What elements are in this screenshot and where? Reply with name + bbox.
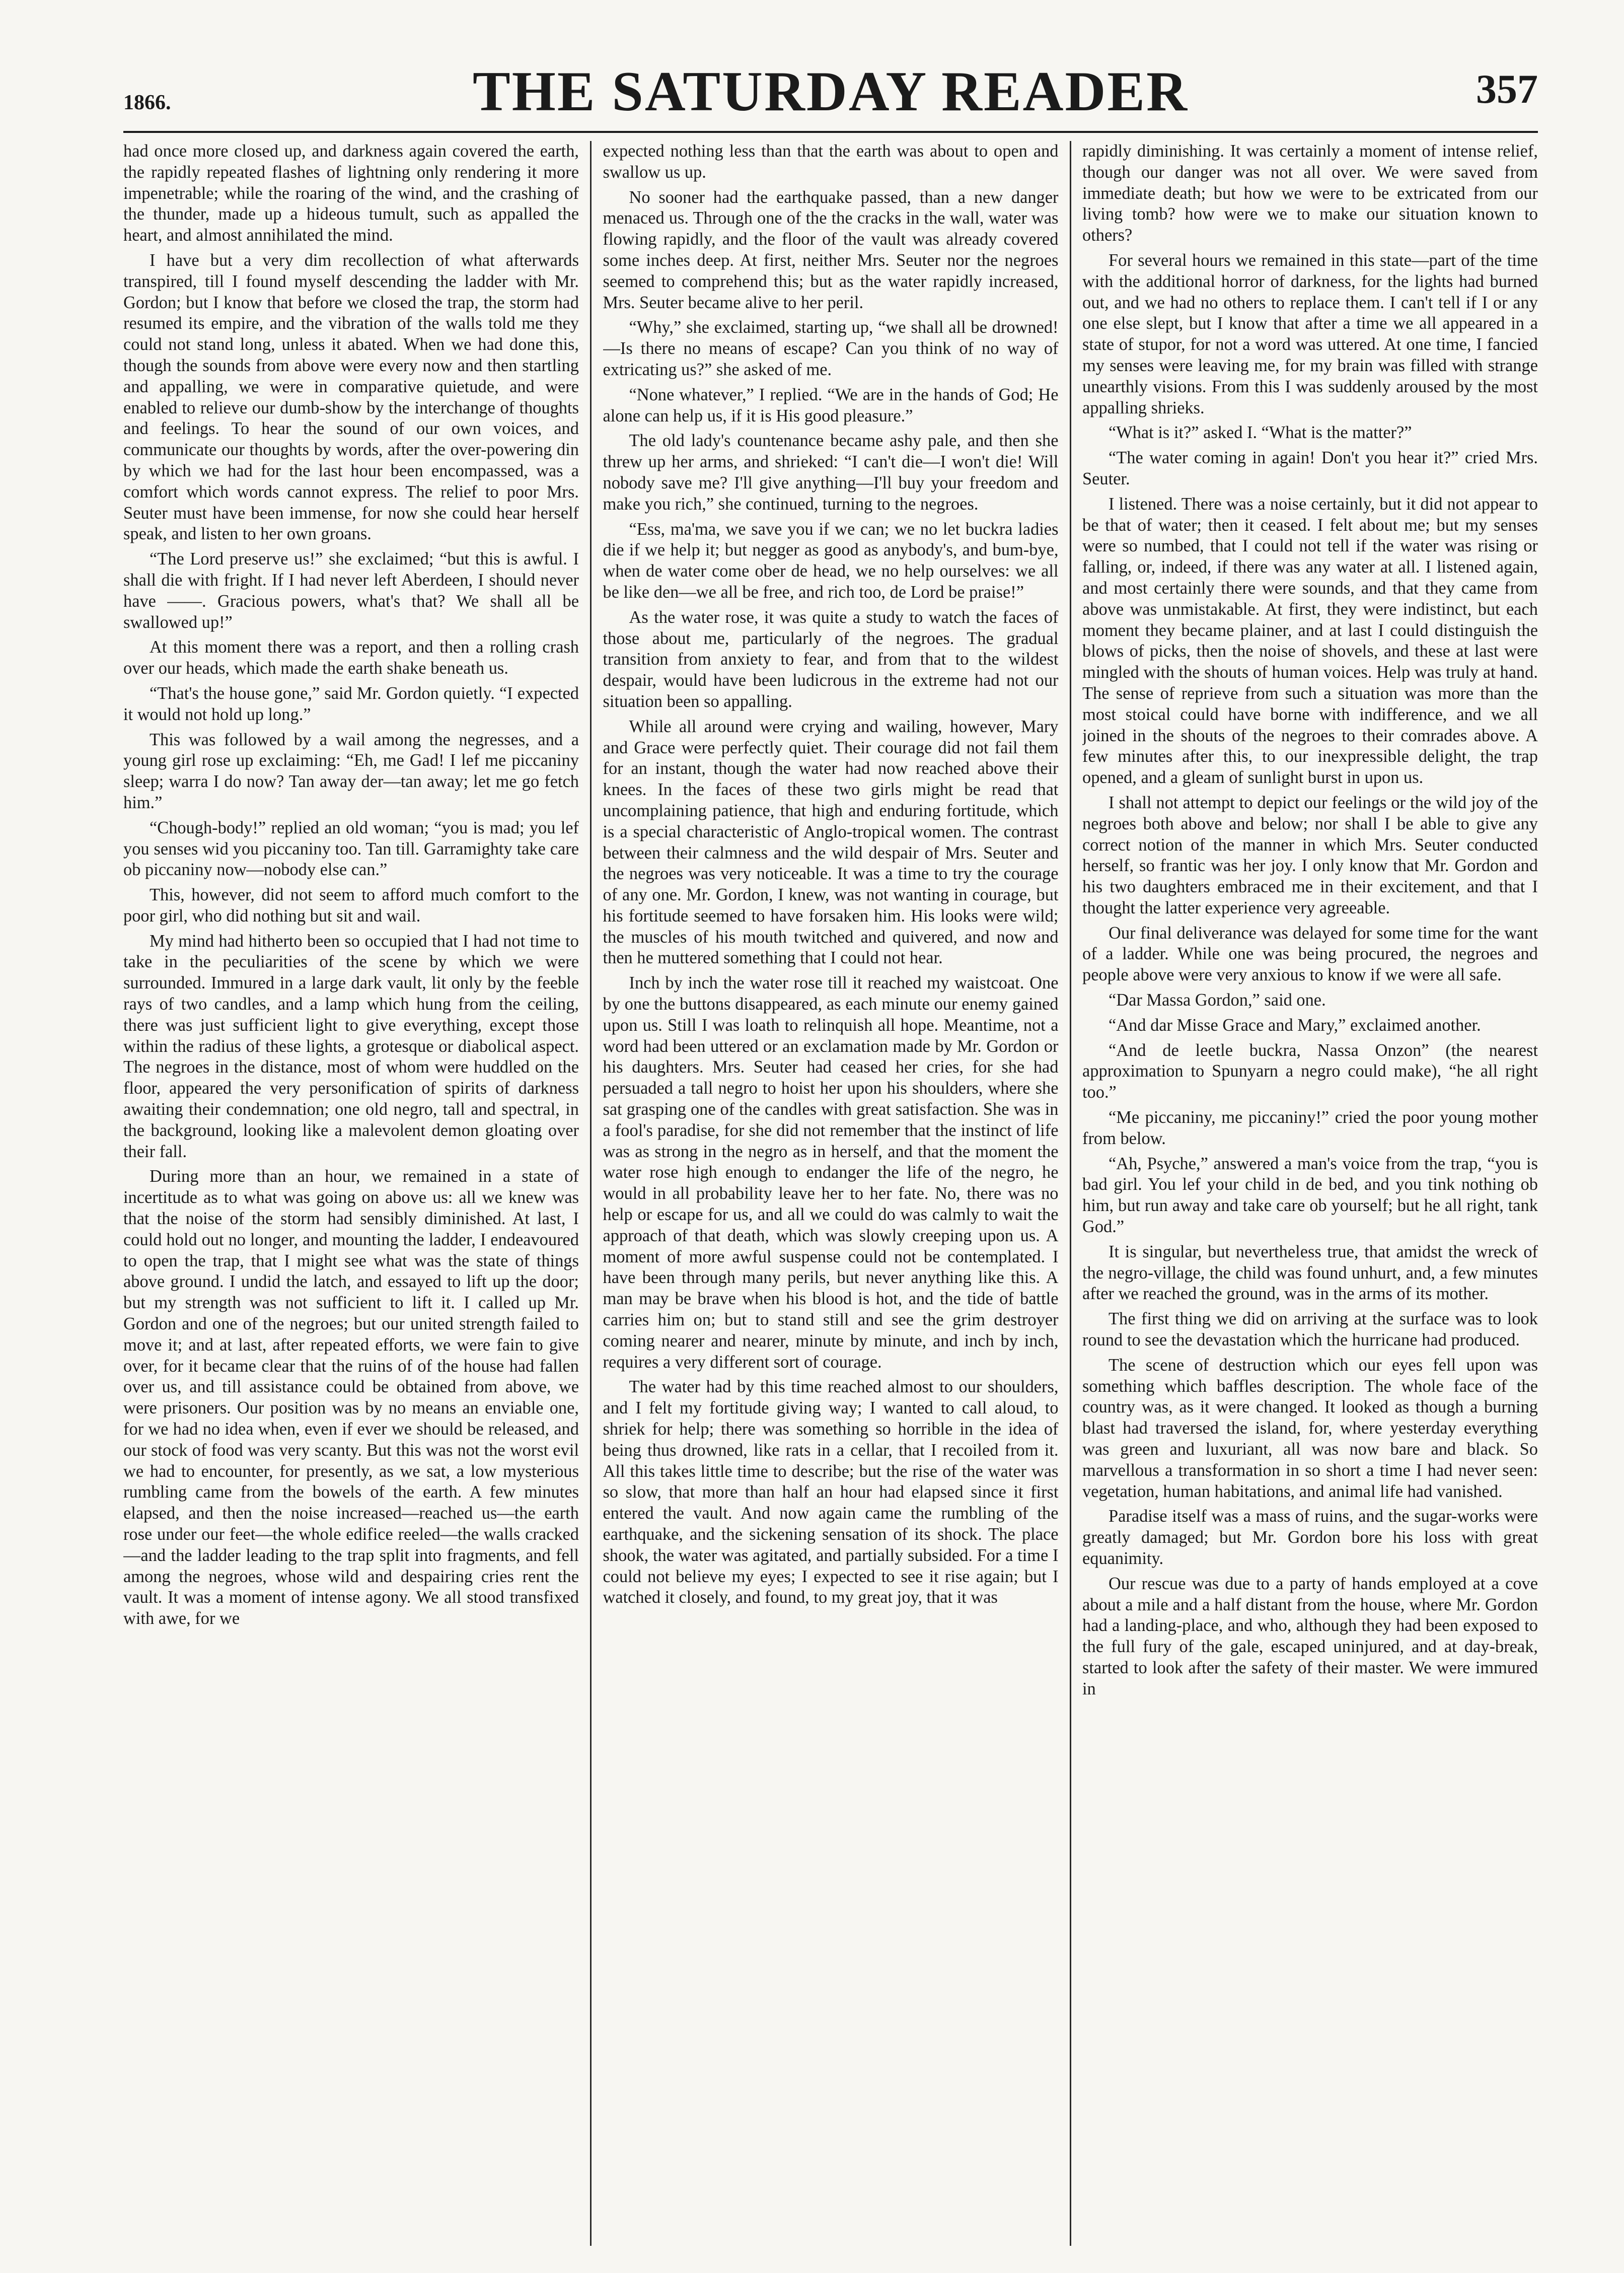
paragraph: “Dar Massa Gordon,” said one. bbox=[1109, 990, 1326, 1010]
text-columns bbox=[123, 141, 1538, 2246]
paragraph: No sooner had the earthquake passed, than a new danger menaced us. Through one of the the cracks in the wall, water was flowing rapidly, and the floor of the vault was already covered some inches deep. At first, neither Mrs. Seuter nor the negroes seemed to comprehend this; but as the water rapidly increased, Mrs. Seuter became alive to her peril. bbox=[603, 187, 1059, 312]
column-3 bbox=[1082, 141, 1538, 2246]
paragraph: “The water coming in again! Don't you hear it?” cried Mrs. Seuter. bbox=[1082, 448, 1538, 488]
paragraph: My mind had hitherto been so occupied that I had not time to take in the peculiarities of the scene by which we were surrounded. Immured in a large dark vault, lit only by the feeble rays of two candles, and a lamp which hung from the ceiling, there was just sufficient light to give everything, except those within the radius of these lights, a grotesque or diabolical aspect. The negroes in the distance, most of whom were huddled on the floor, appeared the very personification of spirits of darkness awaiting their condemnation; one old negro, tall and spectral, in the background, looking like a malevolent demon gloating over their fall. bbox=[123, 931, 579, 1161]
paragraph: “Chough-body!” replied an old woman; “you is mad; you lef you senses wid you piccaniny too. Tan till. Garramighty take care ob piccaniny now—nobody else can.” bbox=[123, 818, 579, 880]
paragraph: Paradise itself was a mass of ruins, and the sugar-works were greatly damaged; but Mr. Gordon bore his loss with great equanimity. bbox=[1082, 1507, 1538, 1568]
paragraph: For several hours we remained in this state—part of the time with the additional horror of darkness, for the lights had burned out, and we had no others to replace them. I can't tell if I or any one else slept, but I know that after a time we all appeared in a state of stupor, for not a word was uttered. At one time, I fancied my senses were leaving me, for my brain was filled with strange unearthly visions. From this I was suddenly aroused by the most appalling shrieks. bbox=[1082, 250, 1538, 417]
paragraph: expected nothing less than that the earth was about to open and swallow us up. bbox=[603, 141, 1059, 182]
column-rule bbox=[1070, 141, 1071, 2246]
paragraph: As the water rose, it was quite a study to watch the faces of those about me, particularly of the negroes. The gradual transition from anxiety to fear, and from that to the wildest despair, would have been ludicrous in the extreme had not our situation been so appalling. bbox=[603, 607, 1059, 711]
paragraph: The scene of destruction which our eyes fell upon was something which baffles description. The whole face of the country was, as it were changed. It looked as though a burning blast had traversed the island, for, where yesterday everything was green and luxuriant, all was now bare and black. So marvellous a transformation in so short a time I had never seen: vegetation, human habitations, and animal life had vanished. bbox=[1082, 1355, 1538, 1501]
column-2 bbox=[603, 141, 1059, 2246]
paragraph: The old lady's countenance became ashy pale, and then she threw up her arms, and shrieked: “I can't die—I won't die! Will nobody save me? I'll give anything—I'll buy your freedom and make you rich,” she continued, turning to the negroes. bbox=[603, 431, 1059, 514]
paragraph: Our final deliverance was delayed for some time for the want of a ladder. While one was being procured, the negroes and people above were very anxious to know if we were all safe. bbox=[1082, 923, 1538, 985]
paragraph: The water had by this time reached almost to our shoulders, and I felt my fortitude giving way; I wanted to call aloud, to shriek for help; there was something so horrible in the idea of being thus drowned, like rats in a cellar, that I recoiled from it. All this takes little time to describe; but the rise of the water was so slow, that more than half an hour had elapsed since it first entered the vault. And now again came the rumbling of the earthquake, and the sickening sensation of its shock. The place shook, the water was agitated, and partially subsided. For a time I could not believe my eyes; I expected to see it rise again; but I watched it closely, and found, to my great joy, that it was bbox=[603, 1377, 1059, 1607]
paragraph: “What is it?” asked I. “What is the matter?” bbox=[1109, 423, 1412, 443]
paragraph: This was followed by a wail among the negresses, and a young girl rose up exclaiming: “Eh, me Gad! I lef me piccaniny sleep; warra I do now? Tan away der—tan away; let me go fetch him.” bbox=[123, 730, 579, 812]
paragraph: This, however, did not seem to afford much comfort to the poor girl, who did nothing but sit and wail. bbox=[123, 885, 579, 926]
paragraph: I have but a very dim recollection of what afterwards transpired, till I found myself descending the ladder with Mr. Gordon; but I know that before we closed the trap, the storm had resumed its empire, and the vibration of the walls told me they could not stand long, unless it abated. When we had done this, though the sounds from above were every now and then startling and appalling, we were in comparative quietude, and were enabled to relieve our dumb-show by the interchange of thoughts and feelings. To hear the sound of our own voices, and communicate our thoughts by words, after the over-powering din by which we had for the last hour been encompassed, was a comfort which words cannot express. The relief to poor Mrs. Seuter must have been immense, for now she could hear herself speak, and listen to her own groans. bbox=[123, 250, 579, 544]
column-rule bbox=[590, 141, 592, 2246]
paragraph: I listened. There was a noise certainly, but it did not appear to be that of water; then it ceased. I felt about me; but my senses were so numbed, that I could not tell if the water was rising or falling, or, indeed, if there was any water at all. I listened again, and most certainly there were sounds, and that they came from above was unmistakable. At first, they were indistinct, but each moment they became plainer, and at last I could distinguish the blows of picks, then the noise of shovels, and these at last were mingled with the shouts of human voices. Help was truly at hand. The sense of reprieve from such a situation was more than the most stoical could have borne with indifference, and we all joined in the shouts of the negroes to their comrades above. A few minutes after this, to our inexpressible delight, the trap opened, and a gleam of sunlight burst in upon us. bbox=[1082, 494, 1538, 788]
paragraph: had once more closed up, and darkness again covered the earth, the rapidly repeated flashes of lightning only rendering it more impenetrable; while the roaring of the wind, and the crashing of the thunder, made up a hideous tumult, such as appalled the heart, and almost annihilated the mind. bbox=[123, 141, 579, 245]
paragraph: “The Lord preserve us!” she exclaimed; “but this is awful. I shall die with fright. If I had never left Aberdeen, I should never have ——. Gracious powers, what's that? We shall all be swallowed up!” bbox=[123, 549, 579, 632]
paragraph: rapidly diminishing. It was certainly a moment of intense relief, though our danger was not all over. We were saved from immediate death; but how we were to be extricated from our living tomb? how were we to make our situation known to others? bbox=[1082, 141, 1538, 245]
paragraph: “Ess, ma'ma, we save you if we can; we no let buckra ladies die if we help it; but negger as good as anybody's, and bum-bye, when de water come ober de head, we no help ourselves: we all be like den—we all be free, and rich too, de Lord be praise!” bbox=[603, 519, 1059, 602]
paragraph: “That's the house gone,” said Mr. Gordon quietly. “I expected it would not hold up long.” bbox=[123, 683, 579, 724]
paragraph: “Ah, Psyche,” answered a man's voice from the trap, “you is bad girl. You lef your child in de bed, and you tink nothing ob him, but run away and take care ob yourself; but he all right, tank God.” bbox=[1082, 1154, 1538, 1237]
paragraph: I shall not attempt to depict our feelings or the wild joy of the negroes both above and below; nor shall I be able to give any correct notion of the manner in which Mrs. Seuter conducted herself, so frantic was her joy. I only know that Mr. Gordon and his two daughters embraced me in their excitement, and that I thought the latter experience very agreeable. bbox=[1082, 793, 1538, 917]
paragraph: “Me piccaniny, me piccaniny!” cried the poor young mother from below. bbox=[1082, 1108, 1538, 1148]
paragraph: While all around were crying and wailing, however, Mary and Grace were perfectly quiet. Their courage did not fail them for an instant, though the water had now reached above their knees. In the faces of these two girls might be read that uncomplaining patience, that high and enduring fortitude, which is a special characteristic of Anglo-tropical women. The contrast between their calmness and the wild despair of Mrs. Seuter and the negroes was very noticeable. It was a time to try the courage of any one. Mr. Gordon, I knew, was not wanting in courage, but his fortitude seemed to have forsaken him. His looks were wild; the muscles of his mouth twitched and quivered, and now and then he muttered something that I could not hear. bbox=[603, 717, 1059, 968]
paragraph: “And dar Misse Grace and Mary,” exclaimed another. bbox=[1109, 1015, 1481, 1035]
paragraph: It is singular, but nevertheless true, that amidst the wreck of the negro-village, the child was found unhurt, and, a few minutes after we reached the ground, was in the arms of its mother. bbox=[1082, 1242, 1538, 1304]
paragraph: Our rescue was due to a party of hands employed at a cove about a mile and a half distant from the house, where Mr. Gordon had a landing-place, and who, although they had been exposed to the full fury of the gale, escaped uninjured, and at day-break, started to look after the safety of their master. We were immured in bbox=[1082, 1574, 1538, 1698]
page-number: 357 bbox=[1476, 66, 1538, 112]
header-year: 1866. bbox=[123, 91, 171, 114]
paragraph: “And de leetle buckra, Nassa Onzon” (the nearest approximation to Spunyarn a negro could make), “he all right too.” bbox=[1082, 1040, 1538, 1102]
page-header bbox=[123, 55, 1538, 133]
column-1 bbox=[123, 141, 579, 2246]
paragraph: “None whatever,” I replied. “We are in the hands of God; He alone can help us, if it is His good pleasure.” bbox=[603, 385, 1059, 425]
paragraph: Inch by inch the water rose till it reached my waistcoat. One by one the buttons disappeared, as each minute our enemy gained upon us. Still I was loath to relinquish all hope. Meantime, not a word had been uttered or an exclamation made by Mr. Gordon or his daughters. Mrs. Seuter had ceased her cries, for she had persuaded a tall negro to hoist her upon his shoulders, where she sat grasping one of the candles with great satisfaction. She was in a fool's paradise, for she did not remember that the instinct of life was as strong in the negro as in herself, and that the moment the water rose high enough to endanger the life of the negro, he would in all probability leave her to her fate. No, there was no help or escape for us, and all we could do was calmly to wait the approach of that death, which was slowly creeping upon us. A moment of more awful suspense could not be contemplated. I have been through many perils, but never anything like this. A man may be brave when his blood is hot, and the tide of battle carries him on; but to stand still and see the grim destroyer coming nearer and nearer, minute by minute, and inch by inch, requires a very different sort of courage. bbox=[603, 973, 1059, 1372]
publication-title: THE SATURDAY READER bbox=[473, 60, 1189, 123]
paragraph: At this moment there was a report, and then a rolling crash over our heads, which made the earth shake beneath us. bbox=[123, 637, 579, 678]
paragraph: During more than an hour, we remained in a state of incertitude as to what was going on above us: all we knew was that the noise of the storm had sensibly diminished. At last, I could hold out no longer, and mounting the ladder, I endeavoured to open the trap, that I might see what was the state of things above ground. I undid the latch, and essayed to lift up the door; but my strength was not sufficient to lift it. I called up Mr. Gordon and one of the negroes; but our united strength failed to move it; and at last, after repeated efforts, we were fain to give over, for it became clear that the ruins of of the house had fallen over us, and till assistance could be obtained from above, we were prisoners. Our position was by no means an enviable one, for we had no idea when, even if ever we should be released, and our stock of food was very scanty. But this was not the worst evil we had to encounter, for presently, as we sat, a low mysterious rumbling came from the bowels of the earth. A few minutes elapsed, and then the noise increased—reached us—the earth rose under our feet—the whole edifice reeled—the walls cracked—and the ladder leading to the trap split into fragments, and fell among the negroes, whose wild and despairing cries rent the vault. It was a moment of intense agony. We all stood transfixed with awe, for we bbox=[123, 1167, 579, 1628]
paragraph: “Why,” she exclaimed, starting up, “we shall all be drowned!—Is there no means of escape? Can you think of no way of extricating us?” she asked of me. bbox=[603, 318, 1059, 379]
paragraph: The first thing we did on arriving at the surface was to look round to see the devastation which the hurricane had produced. bbox=[1082, 1309, 1538, 1350]
